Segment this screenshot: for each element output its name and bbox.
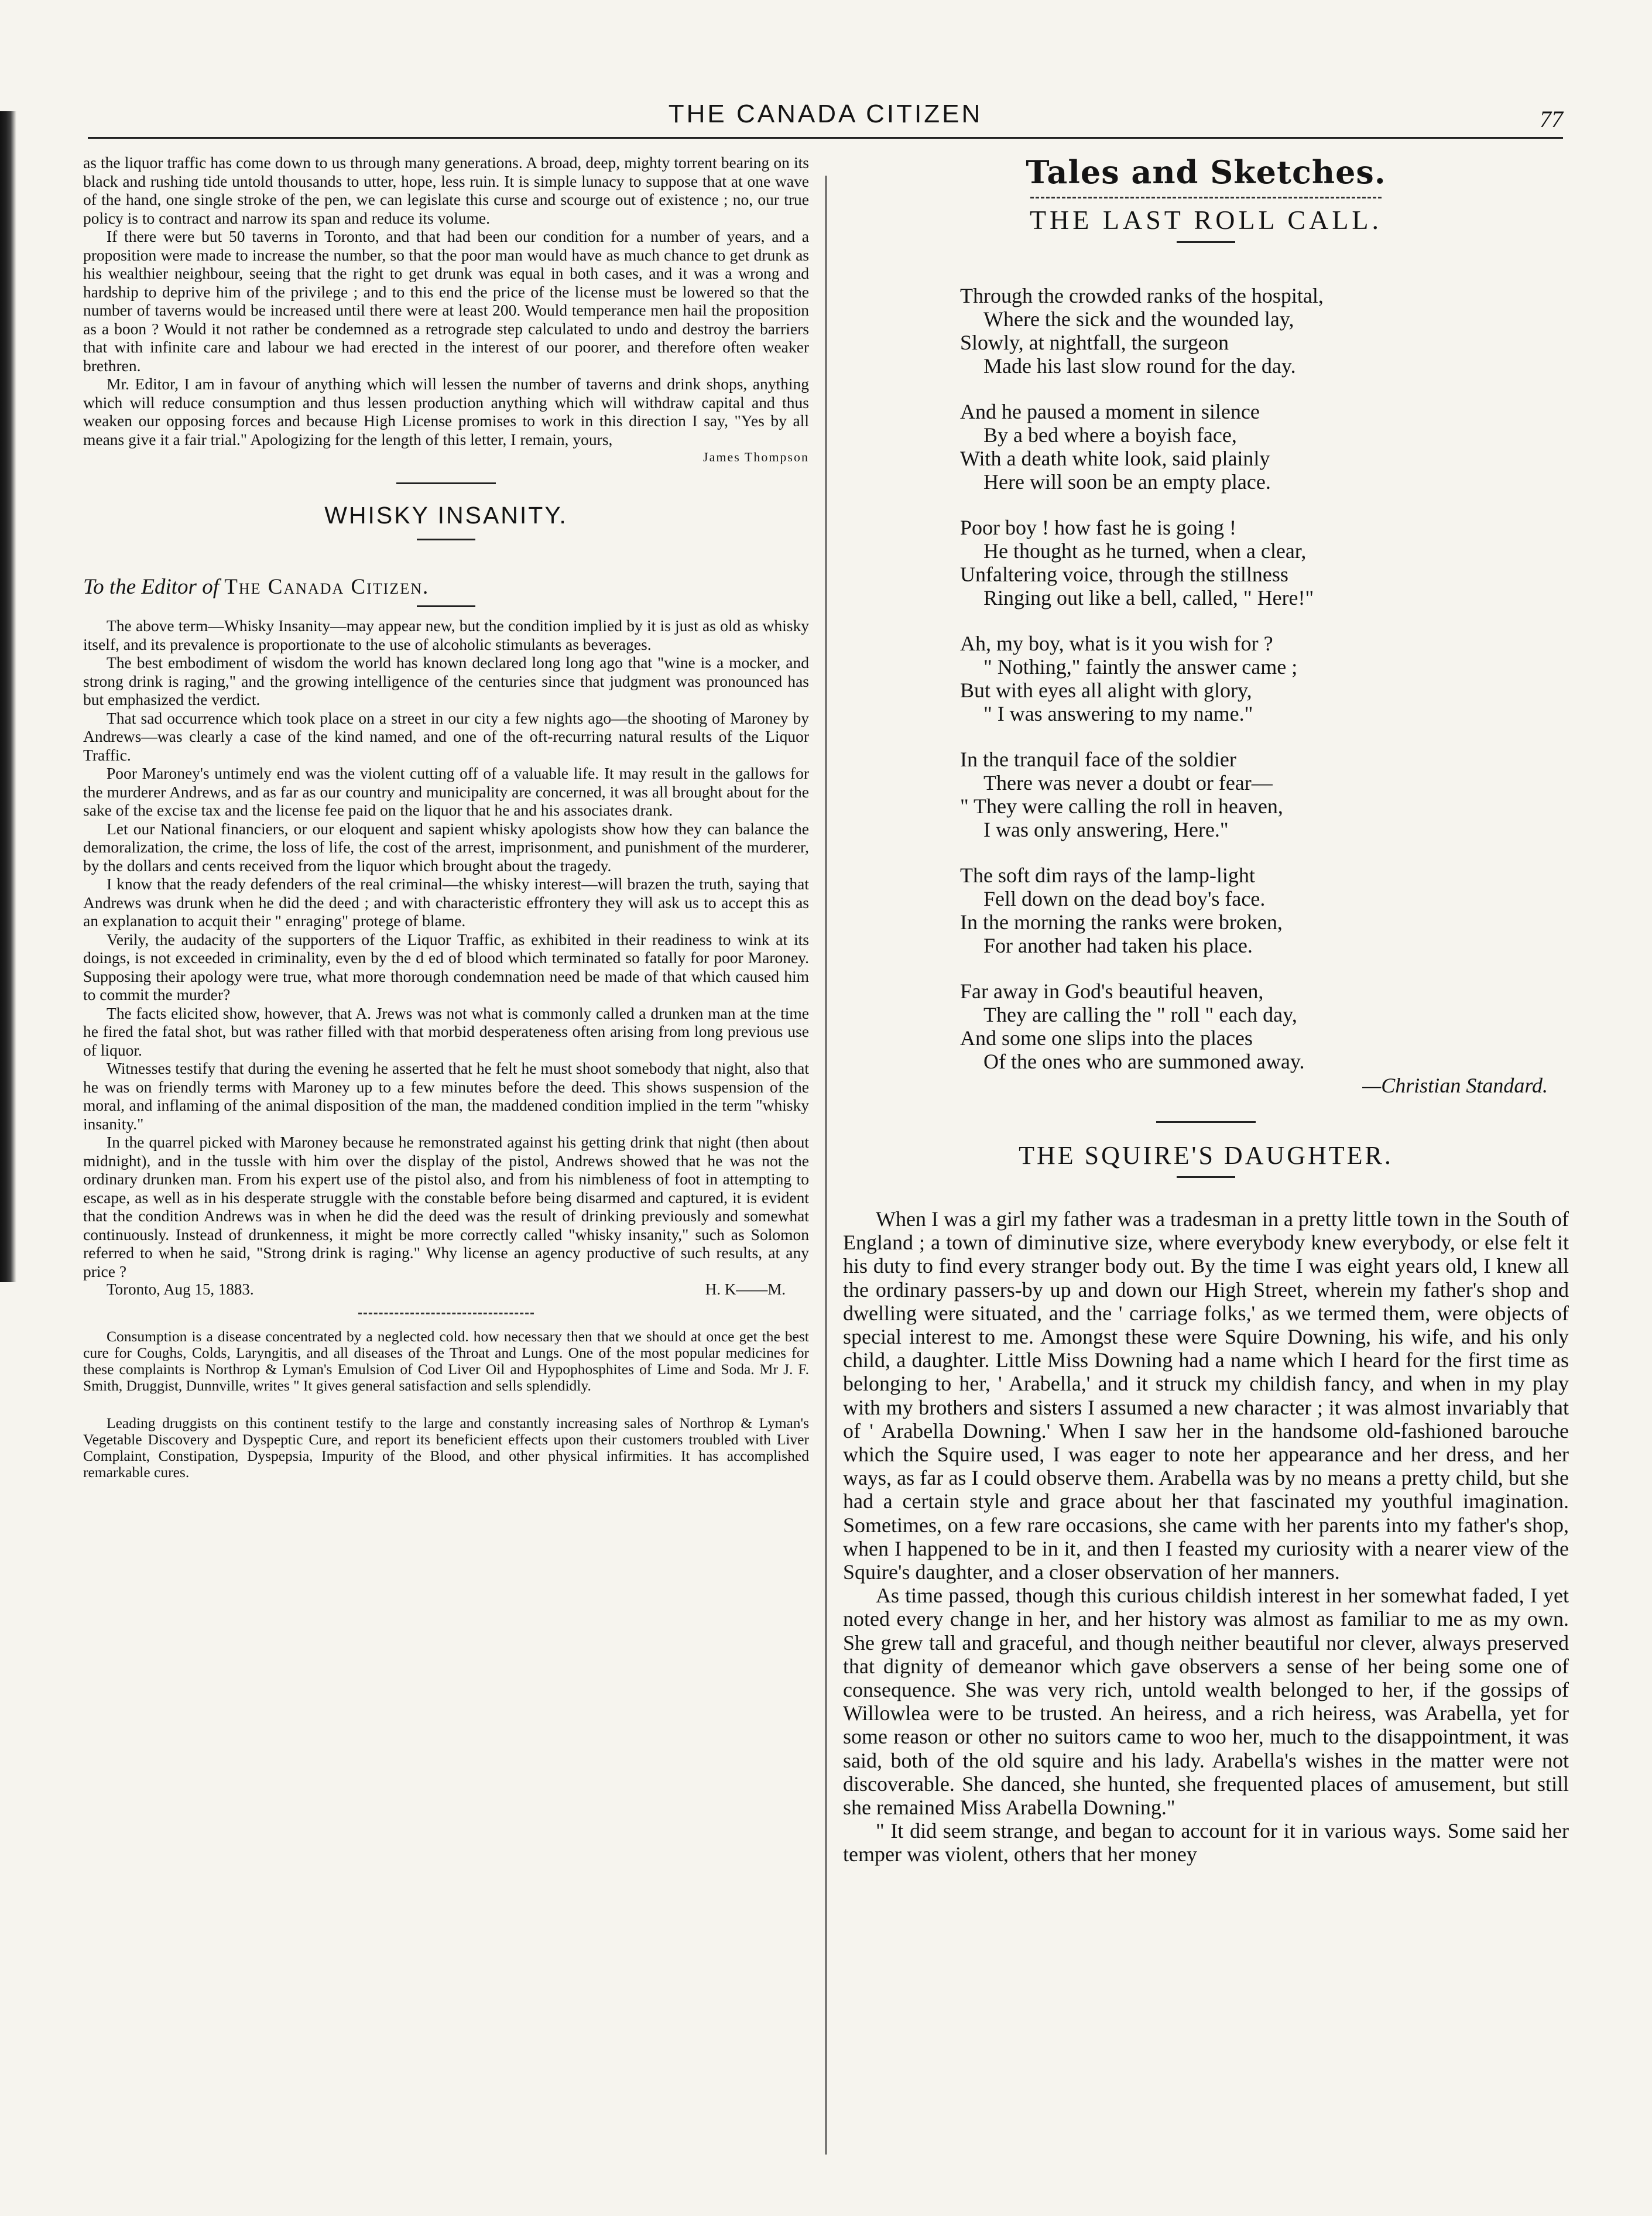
poem-line: In the morning the ranks were broken, (960, 910, 1283, 934)
story-title-rule (1177, 1176, 1235, 1178)
poem-line: Fell down on the dead boy's face. (983, 887, 1266, 910)
whisky-paragraph: I know that the ready defenders of the real criminal—the whisky interest—will brazen the truth, saying that Andrews was drunk when he did the deed ; and with characteristic effrontery they will ask us to accept this as an explanation to acquit their " enraging" protege of blame. (83, 875, 809, 930)
dateline (83, 1280, 809, 1299)
poem-line: The soft dim rays of the lamp-light (960, 864, 1255, 887)
whisky-paragraph: The facts elicited show, however, that A. Jrews was not what is commonly called a drunken man at the time he fired the fatal shot, but was rather filled with that morbid desperateness often arising from long previous use of liquor. (83, 1003, 809, 1059)
tales-and-sketches-heading: Tales and Sketches. (1026, 153, 1386, 191)
poem-stanza (960, 748, 1569, 841)
letter-signature: James Thompson (703, 450, 809, 464)
story-paragraph: " It did seem strange, and began to account for it in various ways. Some said her temper was violent, others that her money (843, 1819, 1569, 1866)
poem-line: Ah, my boy, what is it you wish for ? (960, 632, 1273, 655)
poem-line: Far away in God's beautiful heaven, (960, 979, 1264, 1003)
poem-stanza (960, 979, 1569, 1073)
poem-title: THE LAST ROLL CALL. (1029, 205, 1383, 235)
running-title: THE CANADA CITIZEN (668, 100, 983, 128)
poem-stanza (960, 284, 1569, 378)
section-rule (1156, 1121, 1256, 1123)
page-header (88, 100, 1563, 143)
poem-line: There was never a doubt or fear— (983, 771, 1273, 794)
whisky-paragraph: In the quarrel picked with Maroney because he remonstrated against his getting drink that night (then about midnight), and in the tussle with him over the display of the pistol, Andrews showed that he was not the ordinary drunken man. From his expert use of the pistol also, and from his nimbleness of foot in attempting to escape, as well as in his desperate struggle with the constable before being disarmed and captured, it is evident that the condition Andrews was in when he did the deed was the result of drinking previously and somewhat continuously. Instead of drunkenness, it might be more correctly called "whisky insanity," such as Solomon referred to when he said, "Strong drink is raging." Why license an agency productive of such results, at any price ? (83, 1133, 809, 1280)
poem-line: For another had taken his place. (983, 934, 1253, 957)
poem-line: Unfaltering voice, through the stillness (960, 563, 1288, 586)
whisky-paragraph: Verily, the audacity of the supporters of the Liquor Traffic, as exhibited in their readiness to wink at its doings, is not exceeded in criminality, even by the d ed of blood which terminated so fatally for poor Maroney. Supposing their apology were true, what more thorough condemnation need be made of that which caused him to commit the murder? (83, 930, 809, 1003)
whisky-paragraph: Poor Maroney's untimely end was the violent cutting off of a valuable life. It may result in the gallows for the murderer Andrews, and as far as our country and municipality are concerned, it was all brought about for the sake of the excise tax and the license fee paid on the liquor that he and his associates drank. (83, 764, 809, 819)
to-editor-line (83, 574, 809, 600)
poem-line: He thought as he turned, when a clear, (983, 539, 1307, 563)
poem-line: Ringing out like a bell, called, " Here!" (983, 586, 1314, 609)
poem-line: Made his last slow round for the day. (983, 354, 1296, 378)
poem-line: Where the sick and the wounded lay, (983, 307, 1294, 331)
poem-line: Poor boy ! how fast he is going ! (960, 516, 1236, 539)
poem-line: With a death white look, said plainly (960, 447, 1270, 470)
whisky-paragraph: Let our National financiers, or our eloquent and sapient whisky apologists show how they can balance the demoralization, the crime, the loss of life, the cost of the arrest, imprisonment, and punishment of the murderer, by the dollars and cents received from the liquor which brought about the tragedy. (83, 819, 809, 875)
dateline-place-date: Toronto, Aug 15, 1883. (107, 1280, 254, 1298)
dateline-signature: H. K——M. (705, 1280, 786, 1298)
poem-line: By a bed where a boyish face, (983, 423, 1237, 447)
poem-stanza (960, 632, 1569, 725)
whisky-paragraph: The above term—Whisky Insanity—may appear new, but the condition implied by it is just as old as whisky itself, and its prevalence is proportionate to the use of alcoholic stimulants as beverages. (83, 616, 809, 653)
letter-paragraph: If there were but 50 taverns in Toronto, and that had been our condition for a number of years, and a proposition were made to increase the number, so that the poor man would have as much chance to get drunk as his wealthier neighbour, seeing that the right to get drunk was equal in both cases, and it was a wrong and hardship to deprive him of the privilege ; and to this end the price of the license must be lowered so that the number of taverns would be increased until there were at least 200. Would temperance men hail the proposition as a boon ? Would it not rather be condemned as a retrograde step calculated to undo and destroy the barriers that with infinite care and labour we had erected in the interest of our poorer, and therefore often weaker brethren. (83, 227, 809, 375)
page-number: 77 (1540, 106, 1563, 132)
to-editor-prefix: To the Editor of (83, 575, 219, 599)
poem-stanza (960, 516, 1569, 609)
right-column (843, 153, 1569, 1866)
advertisement: Consumption is a disease concentrated by a neglected cold. how necessary then that we should at once get the best cure for Coughs, Colds, Laryngitis, and all diseases of the Throat and Lungs. One of the most popular medicines for these complaints is Northrop & Lyman's Emulsion of Cod Liver Oil and Hypophosphites of Lime and Soda. Mr J. F. Smith, Druggist, Dunnville, writes " It gives general satisfaction and sells splendidly. (83, 1328, 809, 1394)
page-binding-edge (0, 111, 16, 1282)
address-rule (417, 605, 475, 607)
poem-line: And some one slips into the places (960, 1026, 1253, 1050)
ad-separator (358, 1313, 534, 1314)
poem-attribution: —Christian Standard. (1362, 1074, 1548, 1097)
poem-line: " They were calling the roll in heaven, (960, 794, 1283, 818)
title-rule (417, 539, 475, 540)
poem-line: " I was answering to my name." (983, 702, 1253, 725)
to-editor-paper: The Canada Citizen. (224, 575, 430, 599)
section-rule (396, 482, 496, 484)
poem-line: But with eyes all alight with glory, (960, 679, 1252, 702)
whisky-paragraph: That sad occurrence which took place on a street in our city a few nights ago—the shooting of Maroney by Andrews—was clearly a case of the kind named, and one of the oft-recurring natural results of the Liquor Traffic. (83, 708, 809, 764)
poem-line: And he paused a moment in silence (960, 400, 1260, 423)
poem-line: They are calling the " roll " each day, (983, 1003, 1297, 1026)
poem-title-rule (1177, 241, 1235, 243)
whisky-insanity-title: WHISKY INSANITY. (324, 502, 568, 529)
poem-line: Through the crowded ranks of the hospital, (960, 284, 1324, 307)
header-rule (88, 137, 1563, 139)
poem-line: Of the ones who are summoned away. (983, 1050, 1305, 1073)
poem-line: I was only answering, Here." (983, 818, 1229, 841)
poem-stanza (960, 400, 1569, 494)
poem (843, 284, 1569, 1073)
story-title: THE SQUIRE'S DAUGHTER. (1019, 1141, 1393, 1170)
poem-line: Here will soon be an empty place. (983, 470, 1271, 494)
column-divider (825, 176, 827, 2155)
whisky-paragraph: The best embodiment of wisdom the world has known declared long long ago that "wine is a mocker, and strong drink is raging," and the growing intelligence of the centuries since that judgment was pronounced has but emphasized the verdict. (83, 653, 809, 708)
letter-paragraph: Mr. Editor, I am in favour of anything which will lessen the number of taverns and drink shops, anything which will reduce consumption and thus lessen production anything which will withdraw capital and thus weaken our opposing forces and because High License promises to work in this direction I say, "Yes by all means give it a fair trial." Apologizing for the length of this letter, I remain, yours, (83, 375, 809, 448)
left-column (83, 153, 809, 1481)
advertisement: Leading druggists on this continent testify to the large and constantly increasing sales of Northrop & Lyman's Vegetable Discovery and Dyspeptic Cure, and report its beneficient effects upon their customers troubled with Liver Complaint, Constipation, Dyspepsia, Impurity of the Blood, and other physical infirmities. It has accomplished remarkable cures. (83, 1414, 809, 1481)
poem-line: In the tranquil face of the soldier (960, 748, 1236, 771)
heading-separator (1030, 197, 1382, 198)
story-paragraph: As time passed, though this curious childish interest in her somewhat faded, I yet noted every change in her, and her history was almost as familiar to me as my own. She grew tall and graceful, and though neither beautiful nor clever, always preserved that dignity of demeanor which gave observers a sense of her being some one of consequence. She was very rich, untold wealth belonged to her, if the gossips of Willowlea were to be trusted. An heiress, and a rich heiress, was Arabella, yet for some reason or other no suitors came to woo her, much to the disappointment, it was said, both of the old squire and his lady. Arabella's wishes in the matter were not discoverable. She danced, she hunted, she frequented places of amusement, but still she remained Miss Arabella Downing." (843, 1584, 1569, 1820)
story-paragraph: When I was a girl my father was a tradesman in a pretty little town in the South of England ; a town of diminutive size, where everybody knew everybody, or else felt it his duty to find every stranger body out. By the time I was eight years old, I knew all the ordinary passers-by up and down our High Street, wherein my father's shop and dwelling were situated, and the ' carriage folks,' as we termed them, were objects of special interest to me. Amongst these were Squire Downing, his wife, and his only child, a daughter. Little Miss Downing had a name which I heard for the first time as belonging to her, ' Arabella,' and it struck my childish fancy, and when in my play with my brothers and sisters I assumed a new character ; it was almost invariably that of ' Arabella Downing.' When I saw her in the handsome old-fashioned barouche which the Squire used, I was eager to note her appearance and her dress, and her ways, as far as I could observe them. Arabella was by no means a pretty child, but she had a certain style and grace about her that fascinated my youthful imagination. Sometimes, on a few rare occasions, she came with her parents into my father's shop, when I happened to be in it, and then I feasted my curiosity with a nearer view of the Squire's daughter, and a closer observation of her manners. (843, 1207, 1569, 1584)
whisky-paragraph: Witnesses testify that during the evening he asserted that he felt he must shoot somebody that night, also that he was on friendly terms with Maroney up to a few minutes before the deed. This shows suspension of the moral, and inflaming of the animal disposition of the man, the maddened condition implied in the term "whisky insanity." (83, 1059, 809, 1133)
poem-stanza (960, 864, 1569, 957)
poem-line: Slowly, at nightfall, the surgeon (960, 331, 1229, 354)
letter-paragraph: as the liquor traffic has come down to us through many generations. A broad, deep, mighty torrent bearing on its black and rushing tide untold thousands to utter, hope, less ruin. It is simple lunacy to suppose that at one wave of the hand, one single stroke of the pen, we can legislate this curse and scourge out of existence ; no, our true policy is to contract and narrow its span and reduce its volume. (83, 153, 809, 227)
poem-line: " Nothing," faintly the answer came ; (983, 655, 1298, 679)
